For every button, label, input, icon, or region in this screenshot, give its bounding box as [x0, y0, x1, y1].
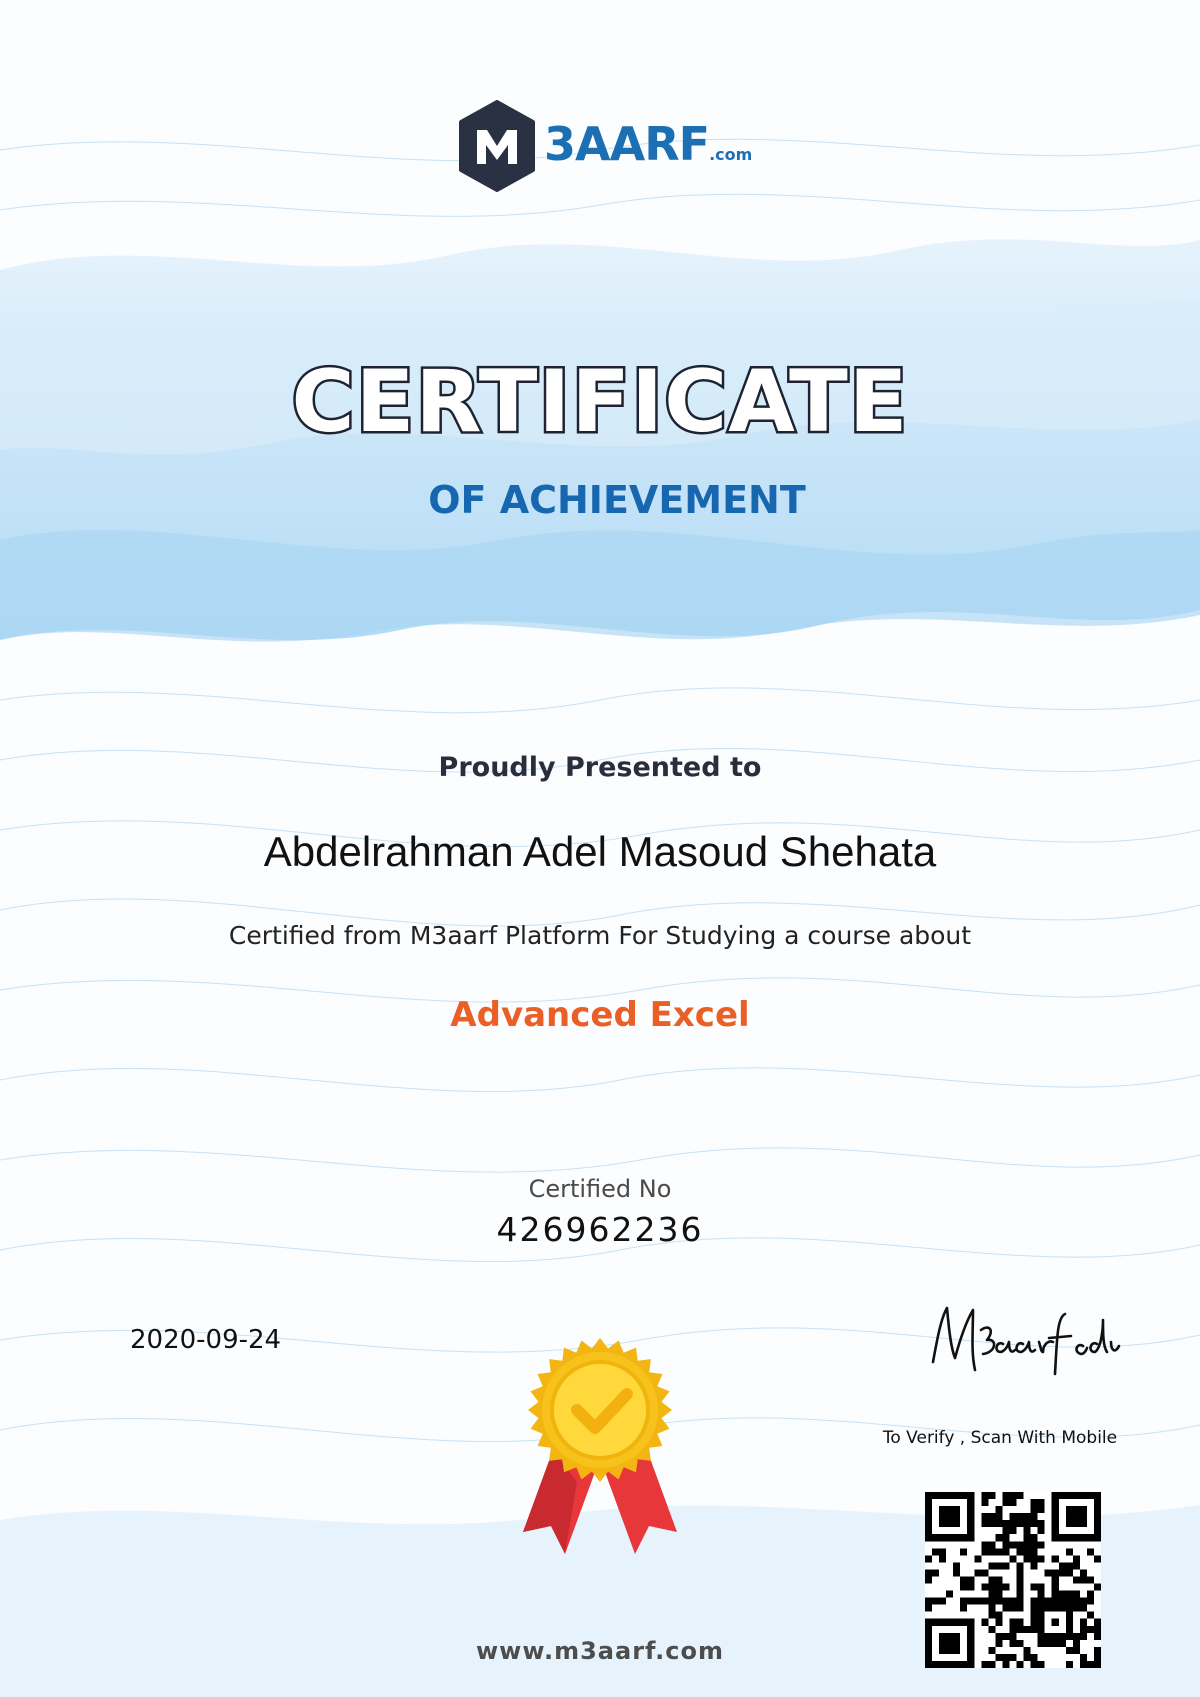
- recipient-name: Abdelrahman Adel Masoud Shehata: [263, 828, 937, 875]
- course-name: Advanced Excel: [450, 995, 750, 1035]
- hexagon-m-logo-icon: [458, 100, 536, 192]
- presented-to-label: Proudly Presented to: [438, 752, 762, 783]
- logo-wordmark-domain: .com: [709, 145, 753, 164]
- m3aarf-logo: [458, 100, 753, 192]
- website-url: www.m3aarf.com: [476, 1637, 724, 1665]
- issue-date: 2020-09-24: [130, 1325, 282, 1355]
- signature: [925, 1300, 1125, 1380]
- certificate-title: CERTIFICATE: [291, 352, 909, 452]
- certificate-number: 426962236: [496, 1210, 704, 1249]
- logo-wordmark: [544, 118, 752, 181]
- gold-check-medal-icon: [515, 1332, 685, 1562]
- certificate-subtitle: OF ACHIEVEMENT: [428, 478, 806, 522]
- certificate-number-label: Certified No: [528, 1175, 672, 1203]
- logo-wordmark-main: 3AARF: [544, 117, 710, 171]
- verify-instruction: To Verify , Scan With Mobile: [882, 1428, 1118, 1448]
- course-statement: Certified from M3aarf Platform For Studying a course about: [228, 921, 972, 950]
